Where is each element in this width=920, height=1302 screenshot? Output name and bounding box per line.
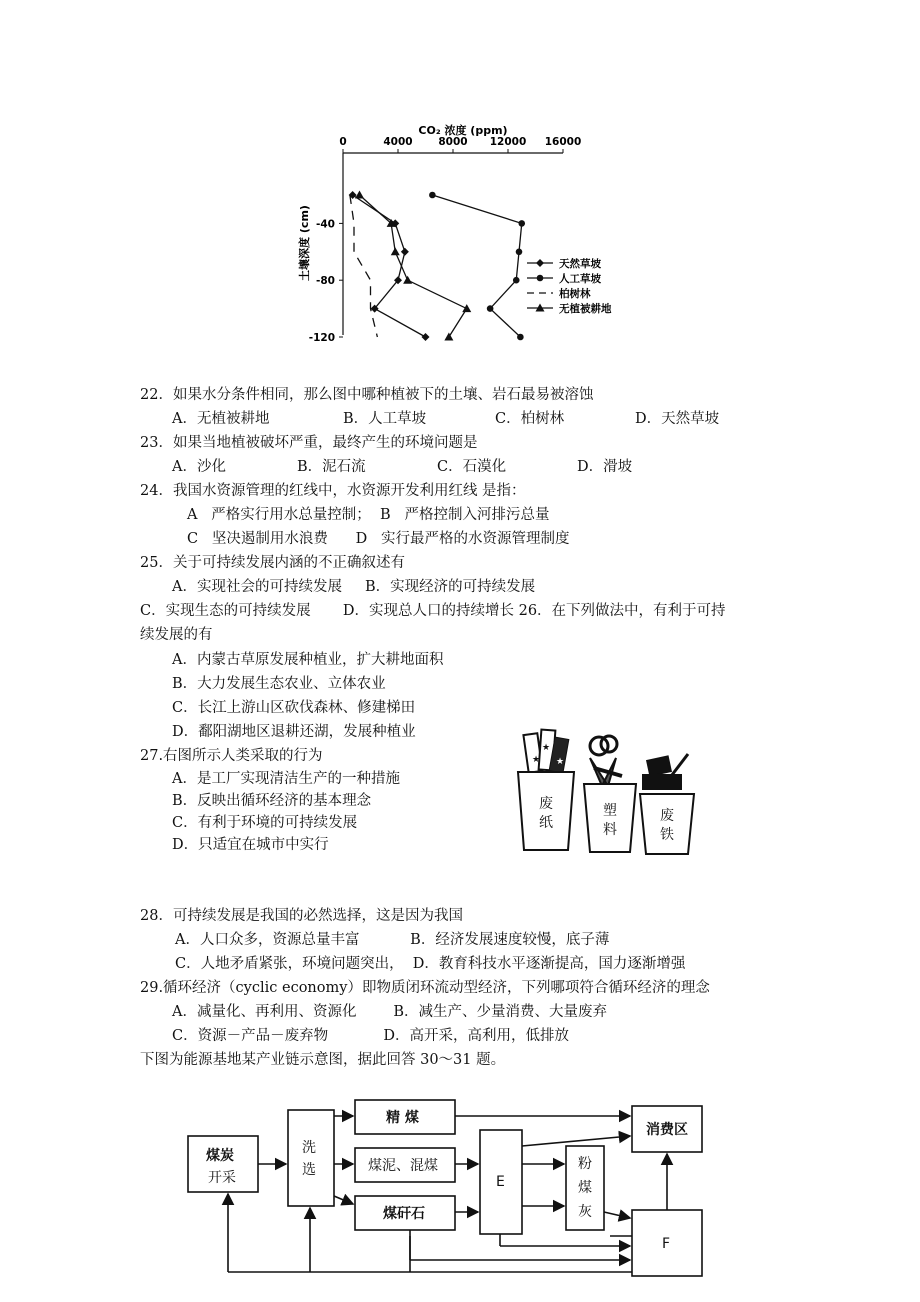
paper-bin-label-1: 废 [539, 796, 553, 812]
svg-text:★: ★ [556, 757, 565, 767]
gangue-label: 煤矸石 [383, 1206, 425, 1222]
co2-depth-chart [290, 118, 660, 350]
data-point-circle [516, 249, 523, 256]
q26-option-c: C．长江上游山区砍伐森林、修建梯田 [172, 700, 416, 716]
refined-coal-label: 精 煤 [386, 1110, 419, 1126]
q27-option-a: A．是工厂实现清洁生产的一种措施 [172, 771, 400, 787]
data-point-triangle [462, 304, 471, 312]
x-tick-label: 16000 [544, 136, 582, 148]
legend-label: 天然草坡 [559, 258, 601, 270]
data-point-circle [429, 192, 436, 199]
coal-mining-label-2: 开采 [208, 1170, 236, 1186]
svg-text:★: ★ [542, 743, 551, 753]
chart-title: CO₂ 浓度 (ppm) [418, 124, 508, 137]
data-point-diamond [422, 333, 430, 341]
series-4 [355, 191, 471, 341]
q29-stem: 29.循环经济（cyclic economy）即物质闭环流动型经济，下列哪项符合循环经济的理念 [140, 980, 710, 996]
series-line [360, 195, 467, 337]
plastic-bin [584, 736, 636, 852]
q29-options-ab: A．减量化、再利用、资源化 B．减生产、少量消费、大量废弃 [172, 1004, 607, 1020]
q24-options-cd: C 坚决遏制用水浪费 D 实行最严格的水资源管理制度 [187, 531, 570, 547]
series-3 [350, 195, 378, 337]
data-point-circle [518, 220, 525, 227]
q27-option-d: D．只适宜在城市中实行 [172, 837, 329, 853]
q22-option-a: A．无植被耕地 [172, 411, 270, 427]
svg-text:★: ★ [532, 755, 541, 765]
y-tick-label: -120 [308, 332, 335, 344]
series-line [350, 195, 378, 337]
q24-stem: 24．我国水资源管理的红线中，水资源开发利用红线 是指： [140, 483, 526, 499]
q26-option-d: D．鄱阳湖地区退耕还湖，发展种植业 [172, 724, 416, 740]
data-point-circle [513, 277, 520, 284]
slime-label: 煤泥、混煤 [368, 1158, 438, 1174]
q23-option-a: A．沙化 [172, 459, 226, 475]
q23-stem: 23．如果当地植被破坏严重，最终产生的环境问题是 [140, 435, 478, 451]
f-label: F [662, 1236, 671, 1252]
washing-label-2: 选 [302, 1162, 316, 1178]
q27-stem: 27.右图所示人类采取的行为 [140, 748, 323, 764]
industry-chain-diagram [180, 1086, 740, 1296]
fly-ash-label-3: 灰 [578, 1204, 592, 1220]
q22-option-c: C．柏树林 [495, 411, 565, 427]
paper-bin-label-2: 纸 [539, 815, 553, 831]
data-point-triangle [444, 333, 453, 341]
washing-box [288, 1110, 334, 1206]
legend-label: 无植被耕地 [559, 303, 612, 315]
series-line [432, 195, 521, 337]
series-line [353, 195, 426, 337]
q28-options-ab: A．人口众多，资源总量丰富 B．经济发展速度较慢，底子薄 [175, 932, 610, 948]
data-point-diamond [536, 259, 544, 267]
e-label: E [496, 1174, 505, 1190]
q25-options-cd-q26-stem: C．实现生态的可持续发展 D．实现总人口的持续增长 26．在下列做法中，有利于可持 [140, 603, 726, 619]
data-point-triangle [391, 247, 400, 255]
plastic-bin-label-1: 塑 [603, 803, 617, 819]
paper-bin [518, 730, 574, 850]
intro-q30-31: 下图为能源基地某产业链示意图，据此回答 30～31 题。 [140, 1052, 506, 1068]
iron-bin-label-2: 铁 [660, 827, 674, 843]
q28-options-cd: C．人地矛盾紧张，环境问题突出， D．教育科技水平逐渐提高，国力逐渐增强 [175, 956, 686, 972]
q29-options-cd: C．资源－产品－废弃物 D．高开采，高利用，低排放 [172, 1028, 570, 1044]
q22-option-d: D．天然草坡 [635, 411, 720, 427]
q28-stem: 28．可持续发展是我国的必然选择，这是因为我国 [140, 908, 463, 924]
q26-option-a: A．内蒙古草原发展种植业，扩大耕地面积 [172, 652, 444, 668]
data-point-diamond [401, 248, 409, 256]
fly-ash-label-1: 粉 [578, 1156, 592, 1172]
legend-label: 柏树林 [559, 288, 591, 300]
recycling-bins-illustration [512, 728, 712, 858]
iron-bin-label-1: 废 [660, 808, 674, 824]
q22-option-b: B．人工草坡 [343, 411, 427, 427]
x-tick-label: 4000 [383, 136, 413, 148]
washing-label-1: 洗 [302, 1140, 316, 1156]
series-1 [349, 191, 430, 341]
plastic-bin-label-2: 料 [603, 822, 617, 838]
y-axis-label: 土壤深度 (cm) [298, 205, 311, 281]
x-tick-label: 8000 [438, 136, 468, 148]
y-tick-label: -80 [316, 275, 335, 288]
x-tick-label: 12000 [489, 136, 527, 148]
q25-options-ab: A．实现社会的可持续发展 B．实现经济的可持续发展 [172, 579, 536, 595]
coal-mining-label-1: 煤炭 [206, 1148, 234, 1164]
y-tick-label: -40 [316, 218, 335, 231]
data-point-circle [487, 305, 494, 312]
q26-stem-cont: 续发展的有 [140, 627, 213, 643]
q23-option-d: D．滑坡 [577, 459, 633, 475]
q23-option-c: C．石漠化 [437, 459, 507, 475]
q24-options-ab: A 严格实行用水总量控制； B 严格控制入河排污总量 [187, 507, 550, 523]
data-point-circle [517, 334, 524, 341]
q25-stem: 25．关于可持续发展内涵的不正确叙述有 [140, 555, 405, 571]
data-point-circle [537, 275, 544, 282]
q27-option-c: C．有利于环境的可持续发展 [172, 815, 358, 831]
q26-option-b: B．大力发展生态农业、立体农业 [172, 676, 386, 692]
q22-stem: 22．如果水分条件相同，那么图中哪种植被下的土壤、岩石最易被溶蚀 [140, 387, 594, 403]
iron-bin [640, 754, 694, 854]
consumer-label: 消费区 [646, 1122, 688, 1138]
x-tick-label: 0 [339, 136, 347, 148]
q23-option-b: B．泥石流 [297, 459, 366, 475]
series-2 [429, 192, 525, 341]
legend-label: 人工草坡 [559, 273, 601, 285]
data-point-triangle [403, 276, 412, 284]
data-point-triangle [355, 191, 364, 199]
fly-ash-label-2: 煤 [578, 1180, 592, 1196]
q27-option-b: B．反映出循环经济的基本理念 [172, 793, 372, 809]
